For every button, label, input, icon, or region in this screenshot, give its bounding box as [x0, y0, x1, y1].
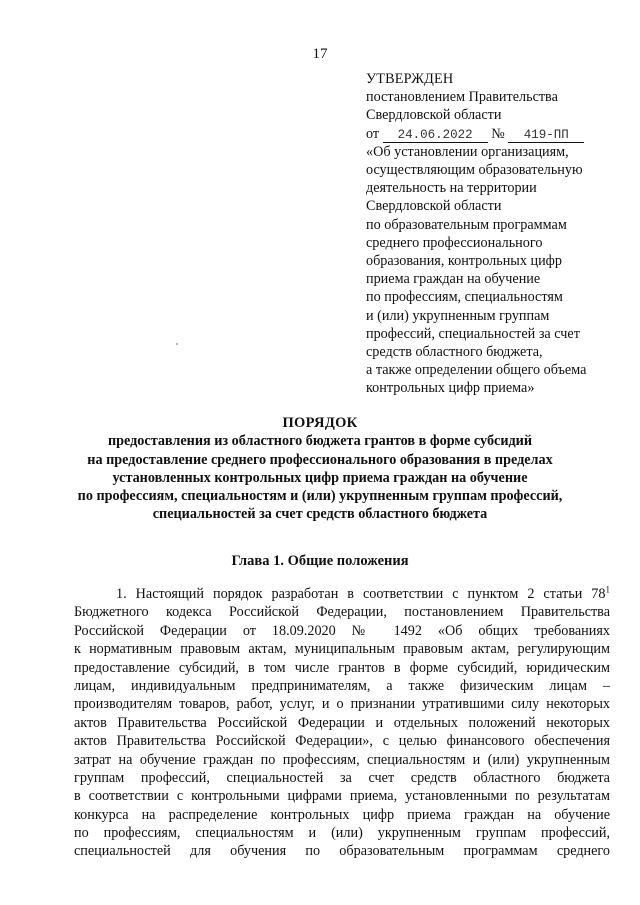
approval-title-line: средств областного бюджета, [366, 344, 543, 361]
scan-speck [176, 343, 178, 345]
document-title-line: на предоставление среднего профессионального образования в пределах [87, 451, 553, 468]
approval-line: Свердловской области [366, 107, 502, 124]
paragraph-line: в соответствии с контрольными цифрами приема, установленными по результатам [74, 788, 610, 805]
approval-stamp-block [366, 70, 636, 398]
paragraph-first-line [74, 585, 610, 603]
paragraph-line: предоставление субсидий, в том числе грантов в форме субсидий, юридическим [74, 659, 610, 676]
document-title-line: предоставления из областного бюджета грантов в форме субсидий [107, 433, 533, 450]
number-sign: № [491, 125, 505, 142]
approval-date-line [366, 125, 636, 143]
paragraph-line: лицам, индивидуальным предпринимателям, а также физическим лицам – [74, 677, 610, 694]
paragraph-1 [74, 585, 610, 861]
paragraph-line: производителям товаров, работ, услуг, и о признании утратившими силу некоторых [74, 696, 610, 713]
paragraph-line: актов Правительства Российской Федерации», с целью финансового обеспечения [74, 733, 610, 750]
approval-title-line: «Об установлении организациям, [366, 143, 569, 160]
document-title-line: специальностей за счет средств областного бюджета [152, 506, 488, 523]
approval-title-line: Свердловской области [366, 198, 502, 215]
approval-title-line: а также определении общего объема [366, 362, 587, 379]
paragraph-line: Бюджетного кодекса Российской Федерации, постановлением Правительства [74, 604, 610, 621]
approval-title-line: и (или) укрупненным группам [366, 307, 550, 324]
document-title-line: по профессиям, специальностям и (или) укрупненным группам профессий, [77, 488, 563, 505]
approval-title-line: осуществляющим образовательную [366, 162, 583, 179]
paragraph-line: группам профессий, специальностей за счет средств областного бюджета [74, 769, 610, 786]
approval-title-line: среднего профессионального [366, 234, 543, 251]
approval-title-line: по профессиям, специальностям [366, 289, 563, 306]
article-superscript: 1 [605, 584, 610, 595]
approval-title-line: приема граждан на обучение [366, 271, 541, 288]
document-title-main: ПОРЯДОК [282, 415, 358, 431]
chapter-title: Глава 1. Общие положения [231, 553, 409, 569]
approval-title-line: контрольных цифр приема» [366, 380, 535, 397]
approval-title-line: деятельность на территории [366, 180, 537, 197]
paragraph-line: актов Правительства Российской Федерации и отдельных положений некоторых [74, 714, 610, 731]
document-title-line: установленных контрольных цифр приема граждан на обучение [112, 469, 528, 486]
paragraph-line: Российской Федерации от 18.09.2020 № 1492 «Об общих требованиях [74, 622, 610, 639]
document-title [0, 414, 640, 524]
paragraph-first-line-text: 1. Настоящий порядок разработан в соответствии с пунктом 2 статьи 78 [116, 586, 606, 602]
approval-title-line: профессий, специальностей за счет [366, 325, 580, 342]
paragraph-line: затрат на обучение граждан по профессиям, специальностям и (или) укрупненным [74, 751, 610, 768]
approval-line: постановлением Правительства [366, 89, 558, 106]
approval-heading: УТВЕРЖДЕН [366, 71, 454, 87]
paragraph-line: к нормативным правовым актам, муниципальным правовым актам, регулирующим [74, 641, 610, 658]
approval-date: 24.06.2022 [383, 128, 488, 143]
page-number: 17 [312, 46, 328, 62]
approval-number: 419-ПП [508, 128, 584, 143]
approval-title-line: образования, контрольных цифр [366, 253, 562, 270]
paragraph-line: специальностей для обучения по образовательным программам среднего [74, 843, 610, 860]
paragraph-line: по профессиям, специальностям и (или) укрупненным группам профессий, [74, 825, 610, 842]
paragraph-line: конкурса на распределение контрольных цифр приема граждан на обучение [74, 806, 610, 823]
date-prefix: от [366, 125, 380, 142]
approval-title-line: по образовательным программам [366, 216, 567, 233]
